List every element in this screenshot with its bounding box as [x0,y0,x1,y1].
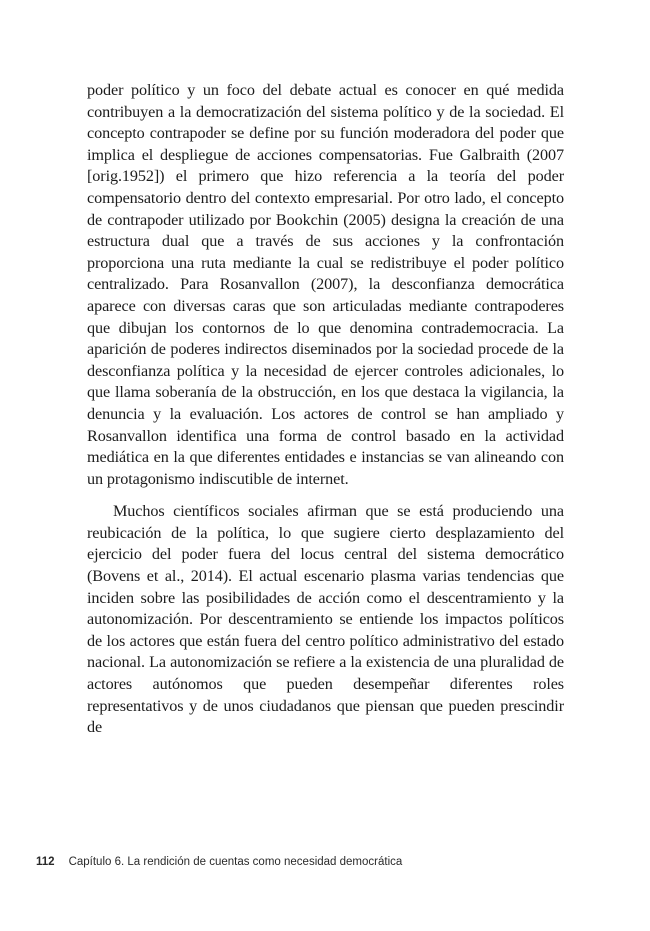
body-paragraph-1: poder político y un foco del debate actual es conocer en qué medida contribuyen a la democratización del sistema político y de la sociedad. El concepto contrapoder se define por su función moderadora del poder que implica el despliegue de acciones compensatorias. Fue Galbraith (2007 [orig.1952]) el primero que hizo referencia a la teoría del poder compensatorio dentro del contexto empresarial. Por otro lado, el concepto de contrapoder utilizado por Bookchin (2005) designa la creación de una estructura dual que a través de sus acciones y la confrontación proporciona una ruta mediante la cual se redistribuye el poder político centralizado. Para Rosanvallon (2007), la desconfianza democrática aparece con diversas caras que son articuladas mediante contrapoderes que dibujan los contornos de lo que denomina contrademocracia. La aparición de poderes indirectos diseminados por la sociedad procede de la desconfianza política y la necesidad de ejercer controles adicionales, lo que llama soberanía de la obstrucción, en los que destaca la vigilancia, la denuncia y la evaluación. Los actores de control se han ampliado y Rosanvallon identifica una forma de control basado en la actividad mediática en la que diferentes entidades e instancias se van alineando con un protagonismo indiscutible de internet. [87,81,564,488]
page-footer [36,856,402,868]
page-number: 112 [36,856,55,868]
running-head: Capítulo 6. La rendición de cuentas como necesidad democrática [68,856,403,868]
page-body [87,80,564,739]
body-paragraph-2: Muchos científicos sociales afirman que se está produciendo una reubicación de la política, lo que sugiere cierto desplazamiento del ejercicio del poder fuera del locus central del sistema democrático (Bovens et al., 2014). El actual escenario plasma varias tendencias que inciden sobre las posibilidades de acción como el descentramiento y la autonomización. Por descentramiento se entiende los impactos políticos de los actores que están fuera del centro político administrativo del estado nacional. La autonomización se refiere a la existencia de una pluralidad de actores autónomos que pueden desempeñar diferentes roles representativos y de unos ciudadanos que piensan que pueden prescindir de [87,502,564,737]
